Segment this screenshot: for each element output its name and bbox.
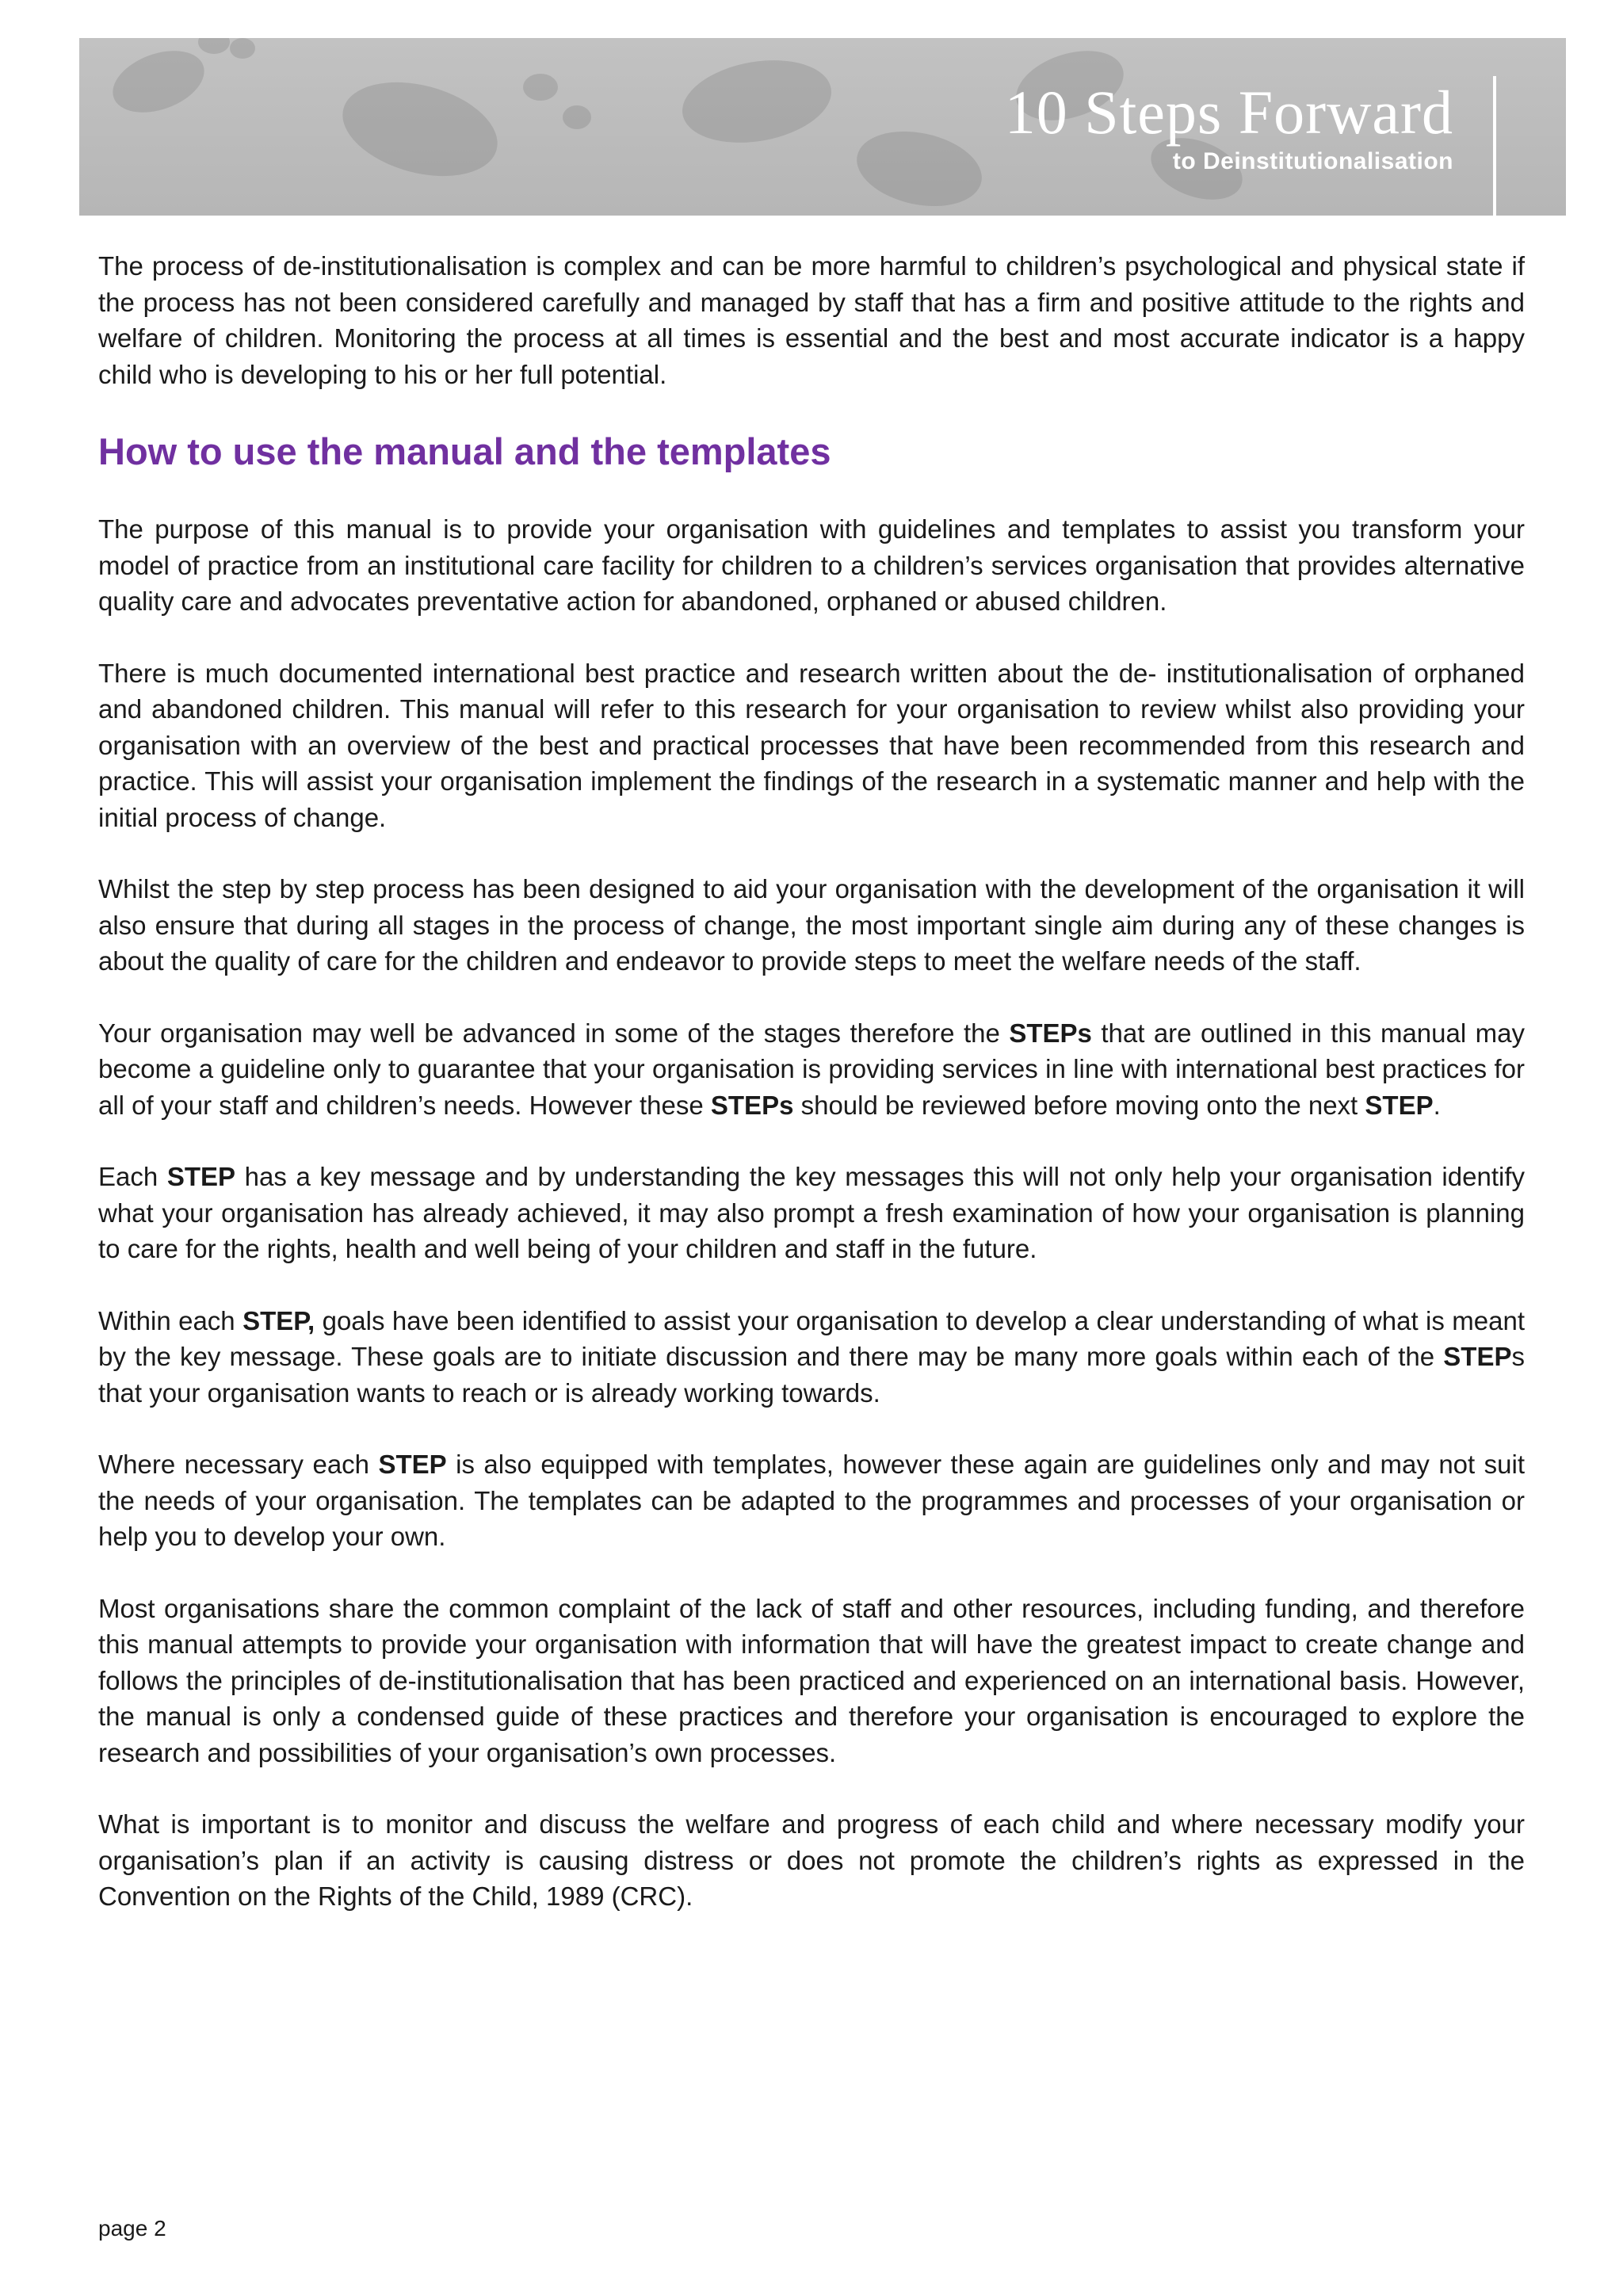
paragraph-step-process: Whilst the step by step process has been designed to aid your organisation with the development of the organisation it will also ensure that during all stages in the process of change, the most important single aim during any of these changes is about the quality of care for the children and endeavor to provide steps to meet the welfare needs of the staff. — [98, 874, 1525, 976]
bold-term: STEP, — [242, 1305, 315, 1335]
bold-term: STEP — [1443, 1342, 1512, 1371]
text-run: has a key message and by understanding the key messages this will not only help your organisation identify what your organisation has already achieved, it may also prompt a fresh examination of how your organisation is planning to care for the rights, health and well being of your children and staff in the future. — [98, 1162, 1525, 1263]
bold-term: STEPs — [710, 1090, 794, 1120]
document-title: 10 Steps Forward — [1004, 78, 1453, 147]
text-run: goals have been identified to assist your organisation to develop a clear understanding of what is meant by the key message. These goals are to initiate discussion and there may be many more goals within each of the — [98, 1305, 1525, 1371]
banner-divider — [1493, 76, 1496, 216]
text-run: Each — [98, 1162, 167, 1191]
bold-term: STEP — [166, 1162, 236, 1191]
text-run: . — [1433, 1090, 1441, 1120]
paragraph-templates — [98, 1446, 1525, 1555]
page-number: page 2 — [98, 2216, 166, 2241]
text-run: that are outlined in this manual may become a guideline only to guarantee that your organisation is providing services in line with international best practices for all of your staff and children’s needs. However these — [98, 1018, 1525, 1120]
footprint-decoration — [523, 74, 558, 101]
section-heading: How to use the manual and the templates — [98, 430, 831, 472]
paragraph-goals — [98, 1303, 1525, 1412]
bold-term: STEP — [378, 1450, 447, 1479]
paragraph-resources: Most organisations share the common complaint of the lack of staff and other resources, including funding, and therefore this manual attempts to provide your organisation with information that will have the greatest impact to create change and follows the principles of de-institutionalisation that has been practiced and experienced on an international basis. However, the manual is only a condensed guide of these practices and therefore your organisation is encouraged to explore the research and possibilities of your organisation’s own processes. — [98, 1593, 1525, 1767]
bold-term: STEPs — [1009, 1018, 1092, 1048]
intro-paragraph: The process of de-institutionalisation is complex and can be more harmful to children’s psychological and physical state if the process has not been considered carefully and managed by staff that has a firm and positive attitude to the rights and welfare of children. Monitoring the process at all times is essential and the best and most accurate indicator is a happy child who is developing to his or her full potential. — [98, 251, 1525, 389]
paragraph-research: There is much documented international best practice and research written about the de- institutionalisation of orphaned and abandoned children. This manual will refer to this research for your organisation to review whilst also providing your organisation with an overview of the best and practical processes that have been recommended from this research and practice. This will assist your organisation implement the findings of the research in a systematic manner and help with the initial process of change. — [98, 658, 1525, 832]
text-run: Within each — [98, 1305, 243, 1335]
banner-title — [1004, 78, 1453, 175]
header-banner — [79, 38, 1566, 216]
paragraph-advanced-stages — [98, 1015, 1525, 1124]
text-run: Your organisation may well be advanced in some of the stages therefore the — [98, 1018, 1010, 1048]
footprint-decoration — [676, 49, 838, 153]
footprint-decoration — [563, 105, 591, 129]
document-subtitle: to Deinstitutionalisation — [1172, 148, 1453, 174]
text-run: Where necessary each — [98, 1450, 379, 1479]
paragraph-key-message — [98, 1159, 1525, 1267]
page-content — [98, 248, 1525, 1950]
footprint-decoration — [230, 38, 255, 59]
footprint-decoration — [850, 120, 988, 216]
text-run: should be reviewed before moving onto the next — [793, 1090, 1365, 1120]
bold-term: STEP — [1365, 1090, 1434, 1120]
footprint-decoration — [332, 67, 508, 192]
text-run: s that your organisation wants to reach or is already working towards. — [98, 1342, 1525, 1408]
text-run: is also equipped with templates, however these again are guidelines only and may not suit the needs of your organisation. The templates can be adapted to the programmes and processes of your organisation or help you to develop your own. — [98, 1450, 1525, 1551]
footprint-decoration — [105, 40, 213, 124]
paragraph-monitor: What is important is to monitor and discuss the welfare and progress of each child and where necessary modify your organisation’s plan if an activity is causing distress or does not promote the children’s rights as expressed in the Convention on the Rights of the Child, 1989 (CRC). — [98, 1809, 1525, 1911]
paragraph-purpose: The purpose of this manual is to provide your organisation with guidelines and templates to assist you transform your model of practice from an institutional care facility for children to a children’s services organisation that provides alternative quality care and advocates preventative action for abandoned, orphaned or abused children. — [98, 514, 1525, 616]
footprint-decoration — [198, 38, 230, 54]
